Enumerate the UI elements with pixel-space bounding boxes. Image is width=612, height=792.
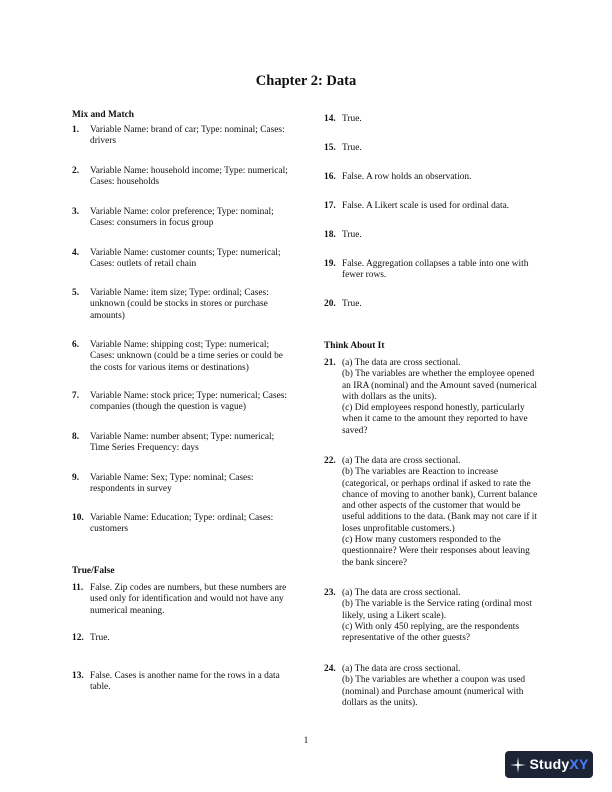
item-text: Variable Name: brand of car; Type: nominal; Cases: drivers	[90, 125, 285, 147]
answer-part-a: (a) The data are cross sectional.	[342, 664, 461, 674]
section-heading-mix-and-match: Mix and Match	[72, 110, 134, 120]
item-number: 7.	[72, 391, 80, 401]
item-number: 9.	[72, 473, 80, 483]
list-item	[72, 633, 294, 644]
item-number: 23.	[324, 588, 336, 598]
studyxy-badge[interactable]	[505, 751, 593, 778]
item-text: True.	[342, 143, 362, 153]
list-item	[72, 248, 294, 271]
item-number: 14.	[324, 114, 336, 124]
page-number: 1	[303, 736, 309, 746]
list-item	[324, 201, 538, 212]
list-item	[72, 473, 294, 496]
list-item	[72, 207, 294, 230]
list-item	[72, 166, 294, 189]
list-item	[324, 588, 538, 644]
list-item	[72, 513, 294, 536]
answer-part-b: (b) The variables are whether a coupon was used (nominal) and Purchase amount (numerical with dollars as the units).	[342, 675, 526, 708]
list-item	[324, 143, 538, 154]
list-item	[72, 125, 294, 148]
item-text: True.	[342, 230, 362, 240]
item-number: 10.	[72, 513, 84, 523]
list-item	[324, 230, 538, 241]
item-text: Variable Name: household income; Type: numerical; Cases: households	[90, 166, 288, 188]
item-number: 24.	[324, 664, 336, 674]
item-text	[342, 456, 538, 569]
item-text: False. Zip codes are numbers, but these numbers are used only for identification and would not have any numerical meaning.	[90, 583, 287, 616]
item-text: True.	[90, 633, 110, 643]
answer-part-a: (a) The data are cross sectional.	[342, 456, 461, 466]
item-number: 19.	[324, 259, 336, 269]
answer-part-c: (c) Did employees respond honestly, particularly when it came to the amount they reported to have saved?	[342, 403, 528, 436]
item-number: 8.	[72, 432, 80, 442]
item-text: Variable Name: item size; Type: ordinal; Cases: unknown (could be stocks in stores or purchase amounts)	[90, 288, 269, 321]
item-text: Variable Name: Education; Type: ordinal; Cases: customers	[90, 513, 274, 535]
item-number: 12.	[72, 633, 84, 643]
item-number: 11.	[72, 583, 84, 593]
item-text: Variable Name: stock price; Type: numerical; Cases: companies (though the question is vague)	[90, 391, 288, 413]
list-item	[72, 432, 294, 455]
list-item	[324, 358, 538, 437]
section-heading-true-false: True/False	[72, 566, 115, 576]
item-number: 4.	[72, 248, 80, 258]
item-number: 16.	[324, 172, 336, 182]
item-text: True.	[342, 114, 362, 124]
item-number: 2.	[72, 166, 80, 176]
item-number: 17.	[324, 201, 336, 211]
item-number: 15.	[324, 143, 336, 153]
answer-part-b: (b) The variable is the Service rating (ordinal most likely, using a Likert scale).	[342, 599, 532, 621]
list-item	[72, 391, 294, 414]
list-item	[324, 114, 538, 125]
list-item	[324, 299, 538, 310]
item-number: 13.	[72, 671, 84, 681]
brand-name	[529, 755, 589, 772]
item-number: 21.	[324, 358, 336, 368]
answer-part-b: (b) The variables are whether the employee opened an IRA (nominal) and the Amount saved (numerical with dollars as the units).	[342, 369, 538, 402]
list-item	[324, 172, 538, 183]
brand-main: Study	[529, 755, 570, 772]
item-text: False. A row holds an observation.	[342, 172, 472, 182]
item-number: 18.	[324, 230, 336, 240]
item-text	[342, 588, 538, 644]
item-number: 1.	[72, 125, 80, 135]
item-text: Variable Name: shipping cost; Type: numerical; Cases: unknown (could be a time series or could be the costs for various items or destinations)	[90, 340, 283, 373]
plus-star-icon	[510, 757, 526, 773]
item-text: True.	[342, 299, 362, 309]
answer-part-a: (a) The data are cross sectional.	[342, 588, 461, 598]
list-item	[324, 664, 538, 709]
answer-part-a: (a) The data are cross sectional.	[342, 358, 461, 368]
item-text: Variable Name: customer counts; Type: numerical; Cases: outlets of retail chain	[90, 248, 281, 270]
item-text: Variable Name: color preference; Type: nominal; Cases: consumers in focus group	[90, 207, 274, 229]
item-text: False. Cases is another name for the rows in a data table.	[90, 671, 280, 693]
list-item	[72, 583, 294, 617]
list-item	[72, 340, 294, 374]
section-heading-think-about-it: Think About It	[324, 341, 385, 351]
item-text: Variable Name: Sex; Type: nominal; Cases: respondents in survey	[90, 473, 254, 495]
item-text: False. A Likert scale is used for ordinal data.	[342, 201, 510, 211]
item-text	[342, 664, 538, 709]
list-item	[72, 671, 294, 694]
item-number: 22.	[324, 456, 336, 466]
item-number: 5.	[72, 288, 80, 298]
item-number: 20.	[324, 299, 336, 309]
answer-part-c: (c) How many customers responded to the questionnaire? Were their responses about leaving the bank sincere?	[342, 535, 530, 568]
item-text	[342, 358, 538, 437]
item-number: 6.	[72, 340, 80, 350]
answer-part-b: (b) The variables are Reaction to increase (categorical, or perhaps ordinal if asked to rate the chance of moving to another bank), Current balance and other aspects of the customer that would be useful additions to the data. (Bank may not care if it loses unprofitable customers.)	[342, 467, 538, 534]
page-title: Chapter 2: Data	[255, 73, 357, 89]
list-item	[72, 288, 294, 322]
brand-accent: XY	[569, 755, 589, 772]
list-item	[324, 456, 538, 569]
list-item	[324, 259, 538, 282]
item-text: False. Aggregation collapses a table into one with fewer rows.	[342, 259, 529, 281]
item-text: Variable Name: number absent; Type: numerical; Time Series Frequency: days	[90, 432, 275, 454]
item-number: 3.	[72, 207, 80, 217]
answer-part-c: (c) With only 450 replying, are the respondents representative of the other guests?	[342, 621, 520, 644]
